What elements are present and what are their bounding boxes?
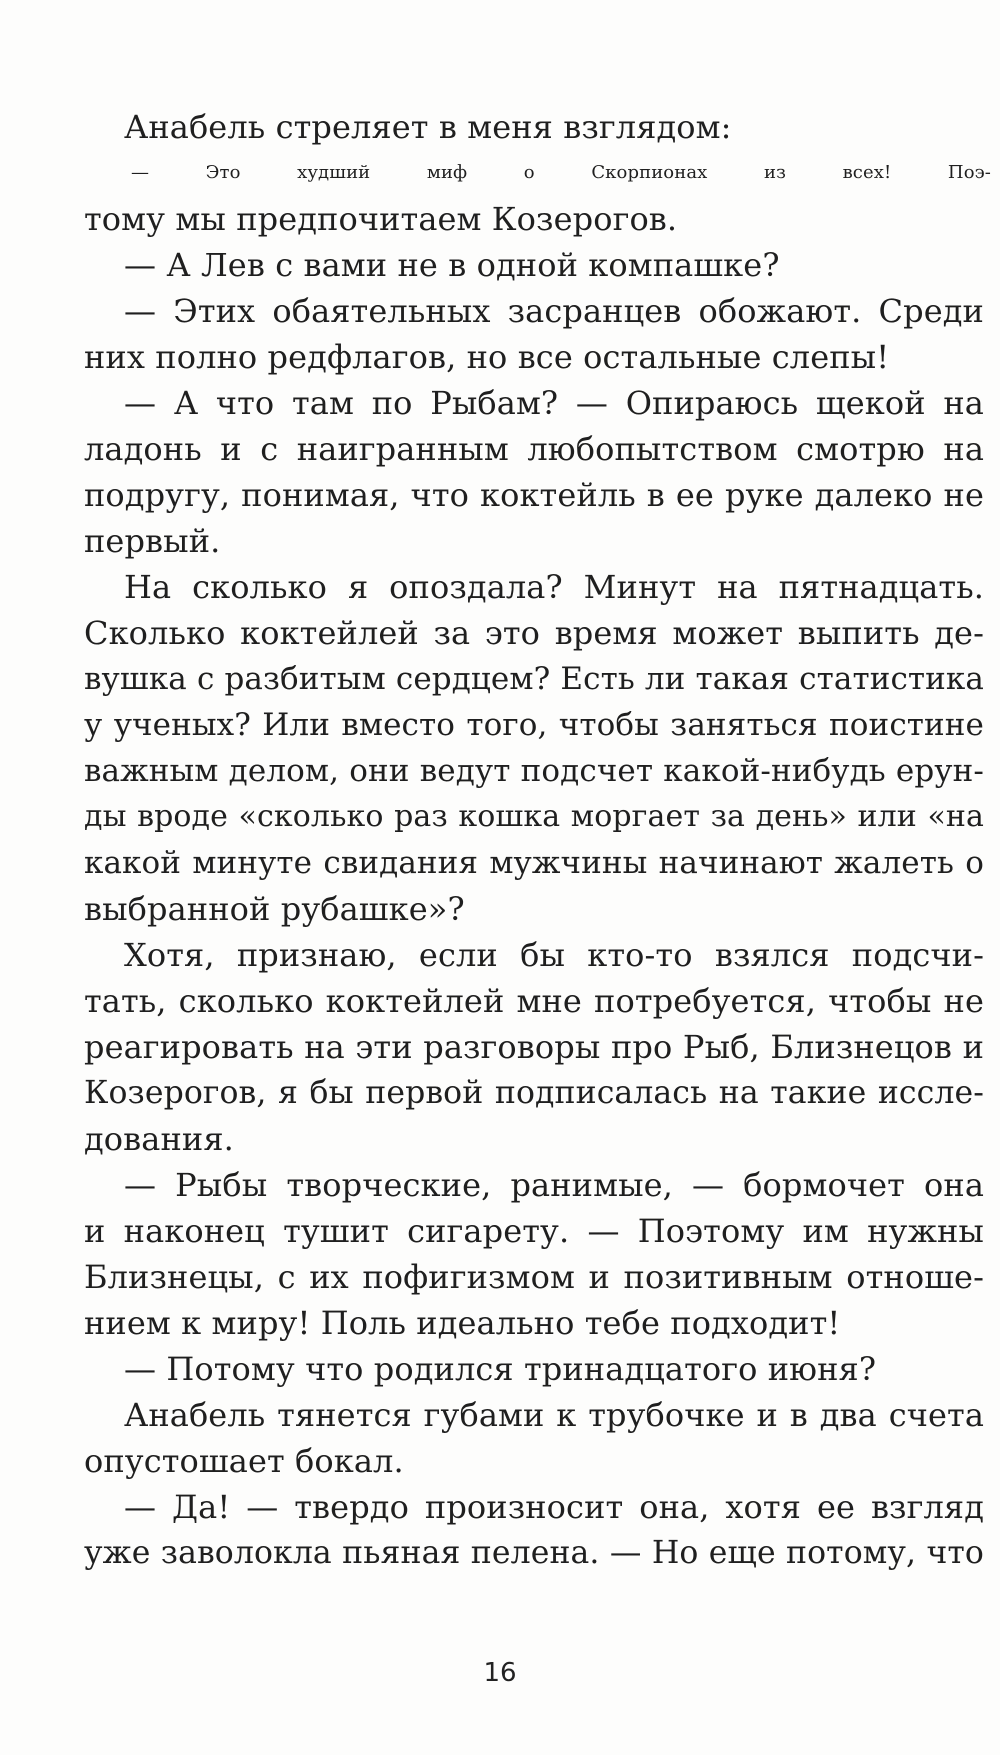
text-line-1: Анабель стреляет в меня взглядом: [124, 108, 732, 146]
text-line-5: — Этих обаятельных засранцев обожают. Среди [124, 292, 984, 330]
text-line-16: ды вроде «сколько раз кошка моргает за день» или «на [84, 799, 984, 834]
body-text [84, 104, 991, 1576]
text-line-13: вушка с разбитым сердцем? Есть ли такая статистика [84, 661, 984, 697]
text-line-30: опустошает бокал. [84, 1442, 404, 1480]
text-line-3: тому мы предпочитаем Козерогов. [84, 200, 678, 238]
text-line-22: Козерогов, я бы первой подписалась на такие иссле- [84, 1075, 984, 1111]
text-line-20: тать, сколько коктейлей мне потребуется, чтобы не [84, 982, 984, 1020]
text-line-26: Близнецы, с их пофигизмом и позитивным отноше- [84, 1258, 984, 1296]
text-line-17: какой минуте свидания мужчины начинают жалеть о [84, 845, 984, 881]
text-line-11: На сколько я опоздала? Минут на пятнадцать. [124, 568, 984, 606]
text-line-12: Сколько коктейлей за это время может выпить де- [84, 614, 984, 652]
text-line-15: важным делом, они ведут подсчет какой-нибудь ерун- [84, 753, 984, 789]
text-line-29: Анабель тянется губами к трубочке и в два счета [124, 1396, 984, 1434]
text-line-24: — Рыбы творческие, ранимые, — бормочет она [124, 1166, 984, 1204]
page-number: 16 [483, 1658, 517, 1688]
text-line-14: у ученых? Или вместо того, чтобы заняться поистине [84, 707, 984, 743]
text-line-18: выбранной рубашке»? [84, 890, 465, 928]
text-line-23: дования. [84, 1120, 234, 1158]
text-line-8: ладонь и с наигранным любопытством смотрю на [84, 430, 984, 468]
text-line-4: — А Лев с вами не в одной компашке? [124, 246, 780, 284]
text-line-25: и наконец тушит сигарету. — Поэтому им нужны [84, 1212, 984, 1250]
text-line-28: — Потому что родился тринадцатого июня? [124, 1350, 877, 1388]
text-line-21: реагировать на эти разговоры про Рыб, Близнецов и [84, 1028, 984, 1066]
text-line-31: — Да! — твердо произносит она, хотя ее взгляд [124, 1488, 984, 1526]
text-line-9: подругу, понимая, что коктейль в ее руке далеко не [84, 476, 984, 514]
text-line-32: уже заволокла пьяная пелена. — Но еще потому, что [84, 1535, 984, 1571]
text-line-27: нием к миру! Поль идеально тебе подходит! [84, 1304, 841, 1342]
text-line-19: Хотя, признаю, если бы кто-то взялся подсчи- [124, 936, 984, 974]
text-line-2: — Это худший миф о Скорпионах из всех! Поэ- [131, 162, 991, 183]
text-line-6: них полно редфлагов, но все остальные слепы! [84, 338, 890, 376]
text-line-10: первый. [84, 522, 221, 560]
text-line-7: — А что там по Рыбам? — Опираюсь щекой на [124, 384, 984, 422]
